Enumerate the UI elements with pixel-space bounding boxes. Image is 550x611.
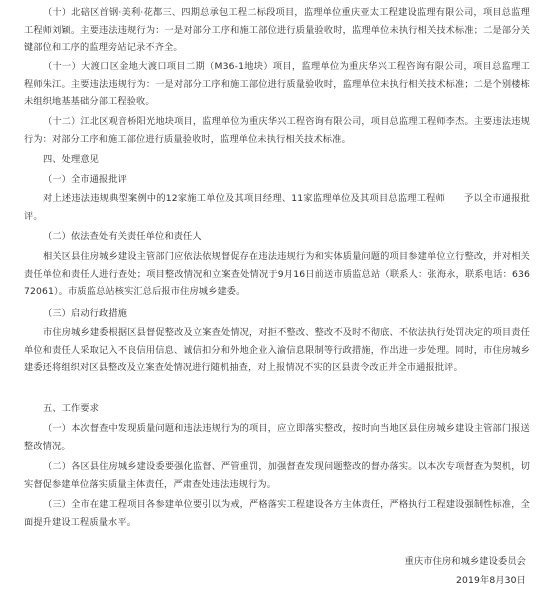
section-five-heading: 五、工作要求 [43,403,100,414]
signature-date: 2019年8月30日 [456,575,526,586]
requirement-two: （二）各区县住房城乡建设委要强化监督、严管重罚，加强督查发现问题整改的督办落实。以本次专项督查为契机，切实督促参建单位落实质量主体责任，严肃查处违法违规行为。 [24,461,530,490]
sub-two-text: 相关区县住房城乡建设主管部门应依法依规督促存在违法违规行为和实体质量问题的项目参建单位立行整改，并对相关责任单位和责任人进行查处；项目整改情况和立案查处情况于9月16日前送市质监总站（联系人：张海永，联系电话：63672061）。市质监总站核实汇总后报市住房城乡建委。 [24,251,530,298]
sub-two-heading: （二）依法查处有关责任单位和责任人 [43,231,202,242]
sub-three-text: 市住房城乡建委根据区县督促整改及立案查处情况，对拒不整改、整改不及时不彻底、不依法执行处罚决定的项目责任单位和责任人采取记入不良信用信息、诚信扣分和外地企业入渝信息限制等行政措施，作出进一步处理。同时，市住房城乡建委还将组织对区县整改及立案查处情况进行随机抽查，对上报情况不实的区县责令改正并全市通报批评。 [24,327,530,374]
requirement-three: （三）全市在建工程项目各参建单位要引以为戒，严格落实工程建设各方主体责任，严格执行工程建设强制性标准，全面提升建设工程质量水平。 [24,499,530,528]
paragraph-case-eleven: （十一）大渡口区金地大渡口项目二期（M36-1地块）项目，监理单位为重庆华兴工程咨询有限公司，项目总监理工程师朱江。主要违法违规行为：一是对部分工序和施工部位进行质量验收时，监理单位未执行相关技术标准；二是个别楼栋未组织地基基础分部工程验收。 [24,61,530,108]
paragraph-case-ten: （十）北碚区首钢·美利·花都三、四期总承包工程二标段项目，监理单位重庆亚太工程建设监理有限公司，项目总监理工程师刘颖。主要违法违规行为：一是对部分工序和施工部位进行质量验收时，监理单位未执行相关技术标准；二是部分关键部位和工序的监理旁站记录不齐全。 [24,7,530,54]
sub-three-heading: （三）启动行政措施 [43,308,128,319]
sub-one-heading: （一）全市通报批评 [43,174,128,185]
requirement-one: （一）本次督查中发现质量问题和违法违规行为的项目，应立即落实整改，按时向当地区县住房城乡建设主管部门报送整改情况。 [24,423,530,452]
paragraph-case-twelve: （十二）江北区观音桥阳光地块项目，监理单位为重庆华兴工程咨询有限公司，项目总监理工程师李杰。主要违法违规行为：对部分工序和施工部位进行质量验收时，监理单位未执行相关技术标准。 [24,116,530,145]
signature-organization: 重庆市住房和城乡建设委员会 [404,556,526,567]
section-four-heading: 四、处理意见 [43,154,100,165]
sub-one-text: 对上述违法违规典型案例中的12家施工单位及其项目经理、11家监理单位及其项目总监理工程师 予以全市通报批评。 [24,193,530,222]
